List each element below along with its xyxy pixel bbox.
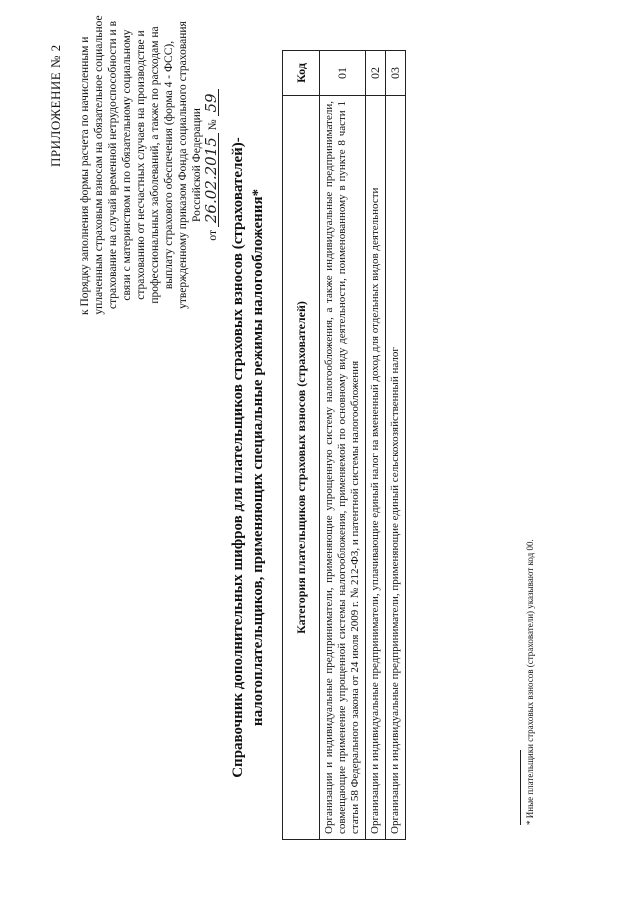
reference-line: уплаченным страховым взносам на обязательное социальное — [93, 15, 105, 315]
handwritten-date: 26.02.2015 — [204, 133, 219, 227]
order-date-number — [204, 15, 220, 315]
footnote: * Иные плательщики страховых взносов (страхователи) указывают код 00. — [525, 539, 535, 825]
table-row — [386, 51, 406, 840]
reference-line: выплату страхового обеспечения (форма 4 - ФСС), — [163, 40, 175, 290]
table-row — [366, 51, 386, 840]
page-title — [228, 100, 268, 815]
reference-line: Российской Федерации — [191, 108, 203, 222]
reference-line: связи с материнством и по обязательному социальному — [121, 29, 133, 301]
reference-line: утвержденному приказом Фонда социального страхования — [177, 21, 189, 309]
table-row — [320, 51, 366, 840]
appendix-label: ПРИЛОЖЕНИЕ № 2 — [48, 44, 63, 167]
reference-line: профессиональных заболеваний, а также по расходам на — [149, 26, 161, 304]
row-code: 01 — [320, 51, 366, 96]
reference-line: страхованию от несчастных случаев на производстве и — [135, 30, 147, 300]
header-code: Код — [283, 51, 320, 96]
reference-line: к Порядку заполнения формы расчета по начисленным и — [79, 36, 91, 315]
footnote-rule — [520, 750, 521, 825]
row-code: 02 — [366, 51, 386, 96]
row-category: Организации и индивидуальные предприниматели, применяющие упрощенную систему налогообложения, а также индивидуальные предприниматели, совмещающие применение упрощенной системы налогообложения, применяемой по основному виду деятельности, поименованному в пункте 8 части 1 статьи 58 Федерального закона от 24 июля 2009 г. № 212-ФЗ, и патентной системы налогообложения — [320, 96, 366, 840]
table-header-row — [283, 51, 320, 840]
header-category: Категория плательщиков страховых взносов (страхователей) — [283, 96, 320, 840]
row-code: 03 — [386, 51, 406, 96]
reference-line: страхование на случай временной нетрудоспособности и в — [107, 21, 119, 309]
reference-block — [78, 15, 220, 315]
handwritten-number: 59 — [204, 89, 219, 116]
row-category: Организации и индивидуальные предприниматели, применяющие единый сельскохозяйственный налог — [386, 96, 406, 840]
row-category: Организации и индивидуальные предприниматели, уплачивающие единый налог на вмененный доход для отдельных видов деятельности — [366, 96, 386, 840]
title-line: налогоплательщиков, применяющих специальные режимы налогообложения* — [250, 188, 266, 727]
title-line: Справочник дополнительных шифров для плательщиков страховых взносов (страхователей)- — [230, 137, 246, 778]
codes-table — [282, 50, 406, 840]
date-prefix: от — [207, 229, 219, 241]
number-prefix: № — [207, 119, 219, 131]
